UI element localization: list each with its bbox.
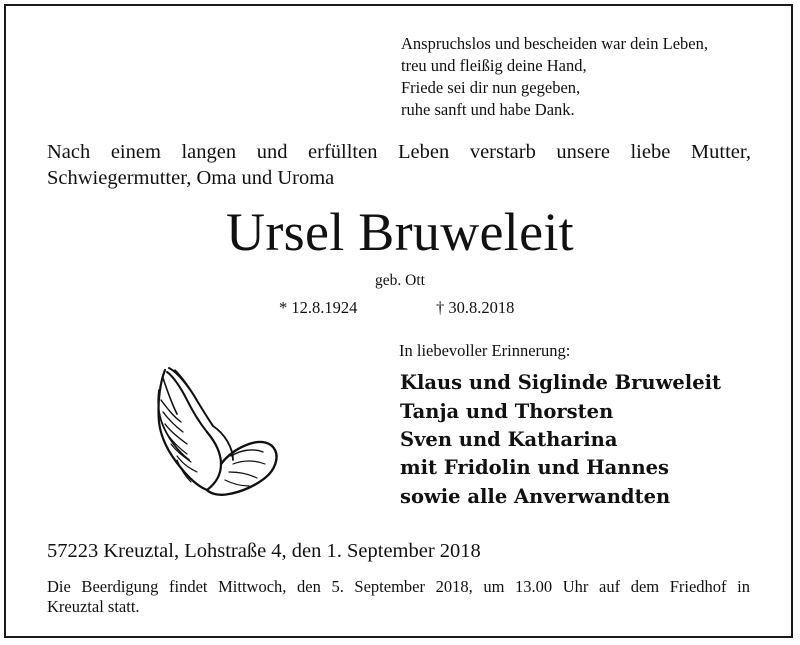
mourner-entry: Klaus und Siglinde Bruweleit	[400, 371, 722, 394]
announcement-line: Nach einem langen und erfüllten Leben verstarb unsere liebe Mutter,	[47, 141, 751, 163]
birth-date: * 12.8.1924	[279, 298, 358, 317]
announcement-text	[47, 139, 751, 191]
announcement-line: Schwiegermutter, Oma und Uroma	[47, 167, 335, 189]
maiden-name	[0, 271, 800, 291]
praying-hands-icon	[137, 360, 281, 500]
poem-line: treu und fleißig deine Hand,	[401, 56, 587, 75]
maiden-name-text: geb. Ott	[375, 272, 425, 289]
death-date: † 30.8.2018	[436, 298, 515, 317]
deceased-name: Ursel Bruweleit	[226, 202, 574, 262]
poem-line: Friede sei dir nun gegeben,	[401, 78, 581, 97]
mourners-label: In liebevoller Erinnerung:	[399, 341, 571, 360]
mourner-entry: Tanja und Thorsten	[400, 400, 614, 423]
funeral-line: Kreuztal statt.	[47, 597, 140, 616]
funeral-notice	[47, 577, 750, 617]
poem-line: Anspruchslos und bescheiden war dein Leben,	[401, 34, 708, 53]
mourners-list	[400, 368, 721, 511]
funeral-line: Die Beerdigung findet Mittwoch, den 5. September 2018, um 13.00 Uhr auf dem Friedhof in	[47, 577, 750, 596]
mourner-entry: Sven und Katharina	[400, 428, 618, 451]
place-and-date: 57223 Kreuztal, Lohstraße 4, den 1. September 2018	[47, 540, 481, 562]
poem-line: ruhe sanft und habe Dank.	[401, 100, 575, 119]
memorial-poem	[401, 33, 781, 121]
mourner-entry: sowie alle Anverwandten	[400, 485, 671, 508]
mourner-entry: mit Fridolin und Hannes	[400, 456, 670, 479]
